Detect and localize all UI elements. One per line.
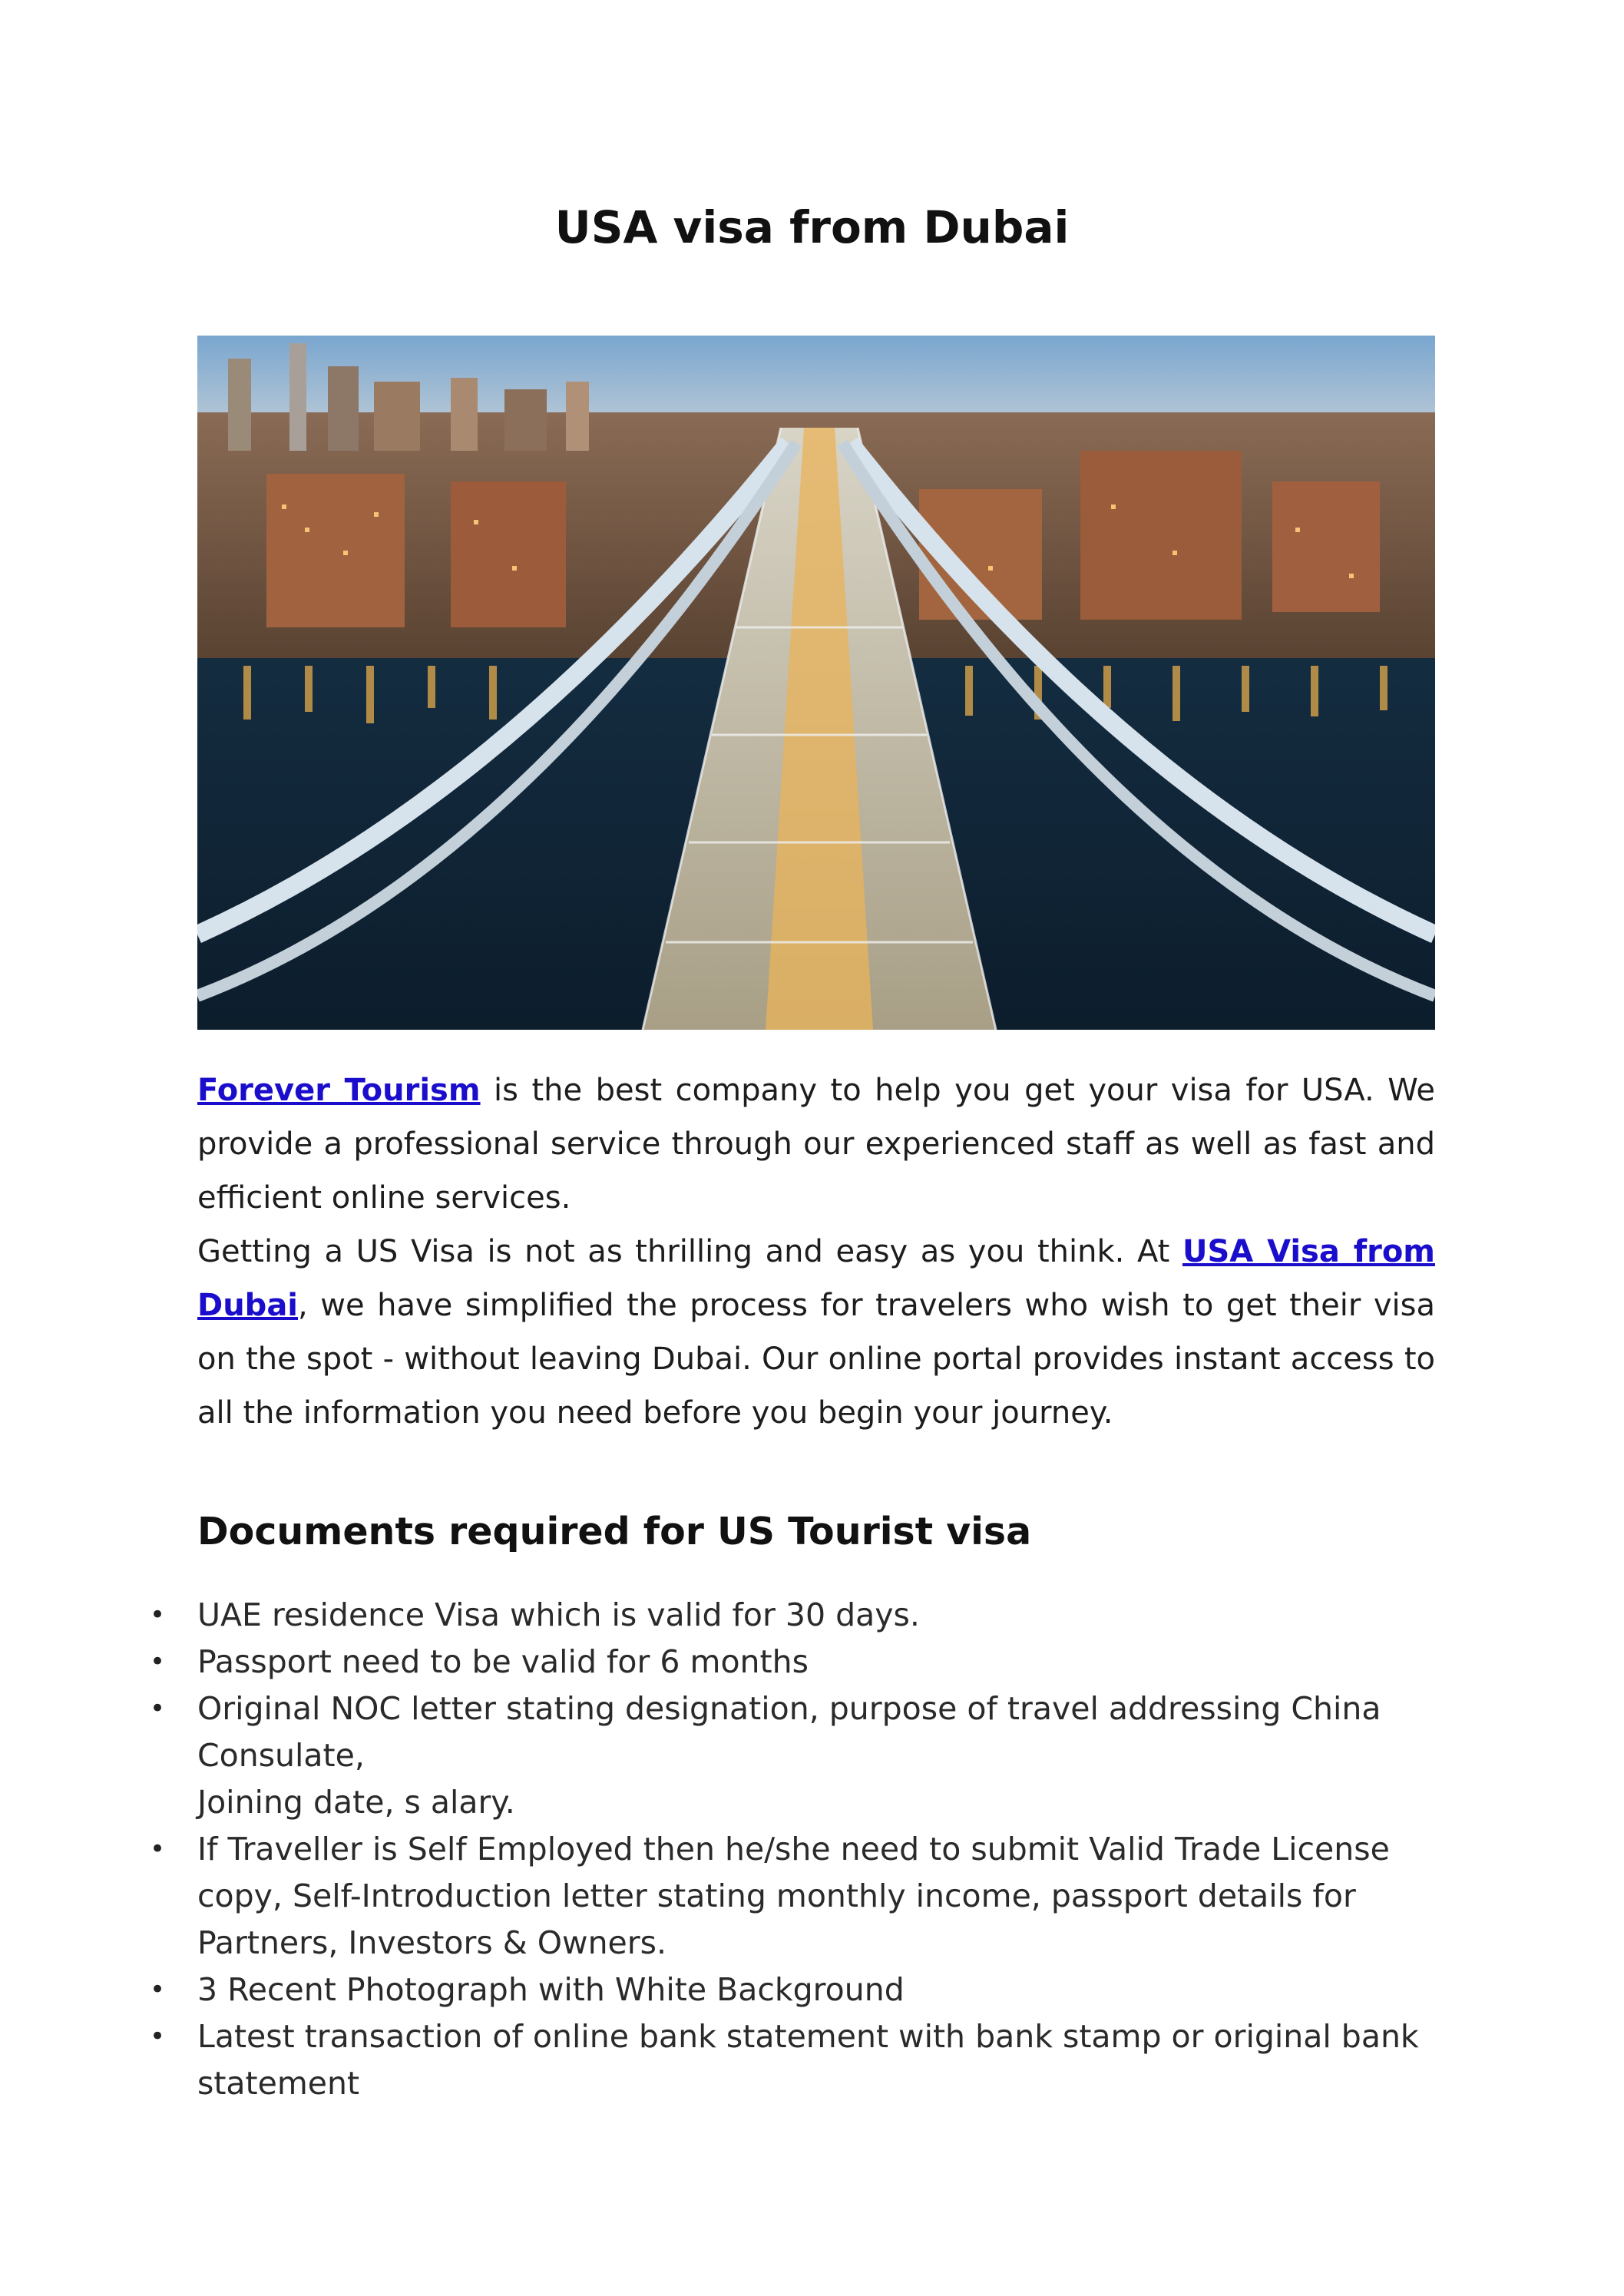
list-item-line: UAE residence Visa which is valid for 30 days. xyxy=(197,1596,920,1633)
list-item xyxy=(150,1639,1426,1686)
list-item-line: Joining date, s alary. xyxy=(197,1784,515,1821)
list-item-line: If Traveller is Self Employed then he/she need to submit Valid Trade License xyxy=(197,1831,1390,1868)
list-item-line: Passport need to be valid for 6 months xyxy=(197,1643,809,1680)
intro-paragraph-1 xyxy=(197,1064,1435,1225)
bullet-icon: • xyxy=(150,1974,166,2005)
list-item-line: Partners, Investors & Owners. xyxy=(197,1924,667,1961)
list-item-line: Original NOC letter stating designation, purpose of travel addressing China xyxy=(197,1690,1381,1727)
bullet-icon: • xyxy=(150,1834,166,1864)
bullet-icon: • xyxy=(150,1646,166,1677)
list-item xyxy=(150,1686,1426,1826)
intro-paragraph-2-text-after: , we have simplified the process for travelers who wish to get their visa on the spot - without leaving Dubai. Our online portal provides instant access to all the information you need before you begin your journey. xyxy=(197,1288,1435,1431)
list-item-line: 3 Recent Photograph with White Background xyxy=(197,1971,905,2008)
list-item xyxy=(150,1826,1426,1967)
forever-tourism-link[interactable]: Forever Tourism xyxy=(197,1073,481,1108)
intro-paragraph-2 xyxy=(197,1225,1435,1440)
documents-list xyxy=(150,1592,1426,2107)
list-item-line: Consulate, xyxy=(197,1737,365,1774)
bullet-icon: • xyxy=(150,1600,166,1630)
list-item-line: copy, Self-Introduction letter stating monthly income, passport details for xyxy=(197,1877,1356,1914)
list-item-line: Latest transaction of online bank statement with bank stamp or original bank xyxy=(197,2018,1419,2055)
list-item xyxy=(150,2013,1426,2107)
usa-visa-from-dubai-link[interactable]: USA Visa from Dubai xyxy=(197,1234,1435,1323)
list-item xyxy=(150,1967,1426,2013)
list-item-line: statement xyxy=(197,2065,360,2102)
list-item xyxy=(150,1592,1426,1639)
intro-paragraph-1-text: is the best company to help you get your visa for USA. We provide a professional service through our experienced staff as well as fast and efficient online services. xyxy=(197,1073,1436,1216)
intro-paragraph-2-text-before: Getting a US Visa is not as thrilling and easy as you think. At xyxy=(197,1234,1182,1269)
page-title: USA visa from Dubai xyxy=(554,201,1070,253)
hero-image xyxy=(197,336,1435,1030)
bullet-icon: • xyxy=(150,2021,166,2052)
bullet-icon: • xyxy=(150,1693,166,1724)
intro-text xyxy=(197,1064,1435,1440)
documents-heading: Documents required for US Tourist visa xyxy=(197,1510,1032,1553)
